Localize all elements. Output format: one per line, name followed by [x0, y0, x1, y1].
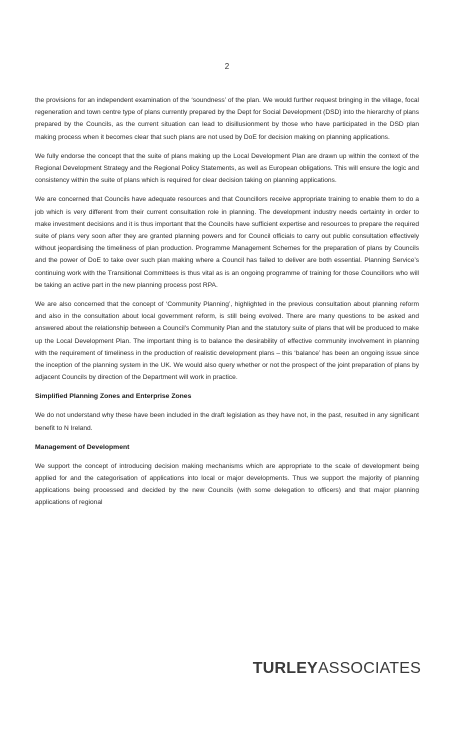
document-body [35, 95, 419, 517]
logo-text-light: ASSOCIATES [317, 660, 421, 677]
section-heading: Simplified Planning Zones and Enterprise Zones [35, 393, 192, 401]
body-paragraph: the provisions for an independent examination of the ‘soundness’ of the plan. We would further request bringing in the village, focal regeneration and town centre type of plans currently prepared by the Dept for Social Development (DSD) into the hierarchy of plans prepared by the Councils, as the current situation can lead to disillusionment by those who have participated in the DSD plan making process when it becomes clear that such plans are not used by DoE for decision making on planning applications. [35, 97, 419, 141]
company-logo [253, 660, 421, 678]
section-heading: Management of Development [35, 443, 130, 451]
body-paragraph: We do not understand why these have been included in the draft legislation as they have not, in the past, resulted in any significant benefit to N Ireland. [35, 412, 419, 432]
body-paragraph: We are concerned that Councils have adequate resources and that Councillors receive appropriate training to enable them to do a job which is very different from their current consultation role in planning. The development industry needs certainty in order to make investment decisions and it is thus important that the Councils have sufficient expertise and resources to prepare the required suite of plans very soon after they are granted planning powers and for Council officials to carry out public consultation effectively without jeopardising the timeliness of plan production. Programme Management Schemes for the preparation of plans by Councils and the power of DoE to take over such plan making where a Council has failed to deliver are both essential. Planning Service’s continuing work with the Transitional Committees is thus vital as is an ongoing programme of training for those Councillors who will be taking an active part in the new planning process post RPA. [35, 196, 419, 289]
logo-text-bold: TURLEY [252, 660, 318, 677]
body-paragraph: We support the concept of introducing decision making mechanisms which are appropriate to the scale of development being applied for and the categorisation of applications into local or major developments. Thus we support the majority of planning applications being processed and decided by the new Councils (with some delegation to officers) and that major planning applications of regional [35, 462, 419, 507]
page-number: 2 [224, 62, 230, 71]
body-paragraph: We are also concerned that the concept of ‘Community Planning’, highlighted in the previous consultation about planning reform and also in the consultation about local government reform, is still being evolved. There are many questions to be asked and answered about the relationship between a Council’s Community Plan and the statutory suite of plans that will be produced to make up the Local Development Plan. The important thing is to balance the desirability of effective community involvement in planning with the requirement of timeliness in the production of realistic development plans – this ‘balance’ has been an ongoing issue since the inception of the planning system in the UK. We would also query whether or not the prospect of the joint preparation of plans by adjacent Councils by direction of the Department will work in practice. [35, 301, 419, 382]
body-paragraph: We fully endorse the concept that the suite of plans making up the Local Development Plan are drawn up within the context of the Regional Development Strategy and the Regional Policy Statements, as well as European obligations. This will ensure the logic and consistency within the suite of plans which is required for clear decision taking on planning applications. [35, 152, 420, 185]
